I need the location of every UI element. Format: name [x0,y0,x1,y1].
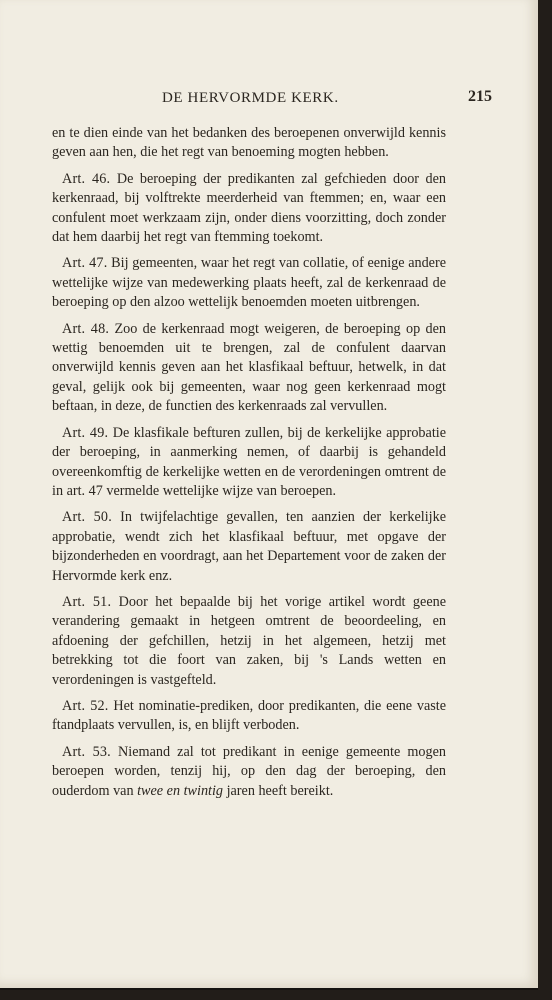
paragraph-text: Zoo de kerkenraad mogt weigeren, de beroeping op den wettig benoemden uit te brengen, zal de confulent daarvan onverwijld kennis geven aan het klasfikaal beftuur, hetwelk, in dat geval, gelijk ook bij gemeenten, waar nog geen kerkenraad mogt beftaan, in deze, de functien des kerkenraads zal vervullen. [52,320,446,415]
paragraph-text: In twijfelachtige gevallen, ten aanzien der kerkelijke approbatie, wendt zich het klasfikaal beftuur, met opgave der bijzonderheden en voordragt, aan het Departement voor de zaken der Hervormde kerk enz. [52,509,447,584]
article-number: Art. 50. [62,509,112,526]
paragraph-continuation [52,124,446,163]
paragraph-text: De beroeping der predikanten zal gefchieden door den kerkenraad, bij volftrekte meerderheid van ftemmen; en, waar een confulent moet werkzaam zijn, onder diens voorzitting, doch zonder dat hem daarbij het regt van ftemming toekomt. [52,170,447,246]
article-51 [52,593,446,690]
paragraph-text: en te dien einde van het bedanken des beroepenen onverwijld kennis geven aan hen, die het regt van benoeming mogten hebben. [52,125,446,161]
article-46 [52,170,446,248]
paragraph-text: De klasfikale befturen zullen, bij de kerkelijke approbatie der beroeping, in aanmerking nemen, of daarbij is gehandeld overeenkomftig de kerkelijke wetten en de verordeningen omtrent de in art. 47 vermelde wettelijke wijze van beroepen. [52,424,446,499]
page-header [52,90,492,110]
article-number: Art. 46. [62,170,111,187]
page-number: 215 [468,88,492,105]
page-edge-shadow [538,0,552,1000]
article-number: Art. 51. [62,593,112,610]
article-53 [52,743,446,801]
article-number: Art. 49. [62,424,109,441]
article-number: Art. 47. [62,255,108,272]
article-number: Art. 48. [62,320,110,337]
article-47 [52,254,446,312]
paragraph-text: Niemand zal tot predikant in eenige gemeente mogen beroepen worden, tenzij hij, op den dag der beroeping, den ouderdom van [52,743,447,799]
paragraph-text: Het nominatie-prediken, door predikanten, die eene vaste ftandplaats vervullen, is, en blijft verboden. [52,697,447,734]
running-head: DE HERVORMDE KERK. [162,90,339,106]
paragraph-text: Bij gemeenten, waar het regt van collatie, of eenige andere wettelijke wijze van medewerking plaats heeft, zal de kerkenraad de beroeping op den alzoo wettelijk benoemden moeten uitbrengen. [52,255,447,311]
page-bottom-edge [0,990,552,1000]
article-52 [52,697,446,736]
article-50 [52,508,446,586]
paragraph-text: Door het bepaalde bij het vorige artikel wordt geene verandering gemaakt in hetgeen omtrent de beoordeeling, en afdoening der gefchillen, hetzij in het algemeen, hetzij met betrekking tot die foort van zaken, bij 's Lands wetten en verordeningen is vastgefteld. [52,593,447,688]
italic-phrase: twee en twintig [137,782,224,799]
article-number: Art. 52. [62,697,109,714]
article-49 [52,424,446,502]
article-48 [52,320,446,417]
article-number: Art. 53. [62,743,111,760]
page-body [52,124,446,808]
paragraph-tail: jaren heeft bereikt. [226,782,334,799]
